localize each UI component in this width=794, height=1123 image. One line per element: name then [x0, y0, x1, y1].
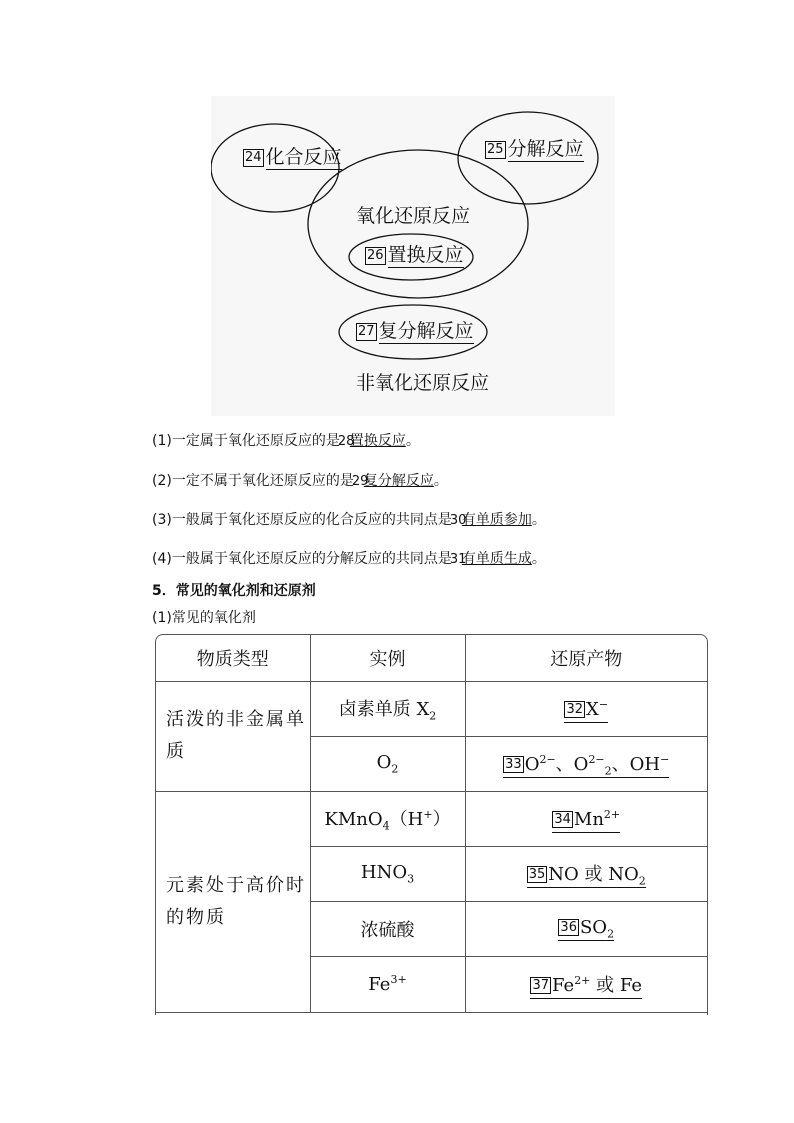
num-box-33: 33: [505, 756, 522, 772]
product-cell: 34 $Mn^{2+}$: [465, 791, 707, 846]
num-box-24: 24: [245, 150, 262, 165]
num-box-26: 26: [367, 248, 384, 263]
num-box-25: 25: [487, 142, 504, 157]
example-cell: $Fe^{3+}$: [310, 956, 465, 1012]
example-cell: $HNO_3$: [310, 846, 465, 901]
category-nonmetal: 活泼的非金属单质: [156, 681, 310, 791]
oxidant-table: [155, 634, 708, 1015]
product-cell: 36 $SO_2$: [465, 901, 707, 956]
question-3: (3)一般属于氧化还原反应的化合反应的共同点是 30 有单质参加。: [152, 512, 546, 528]
product-cell: 37 $Fe^{2+}$ 或 Fe: [465, 956, 707, 1012]
answer-text: 复分解反应: [363, 473, 434, 489]
question-1: (1)一定属于氧化还原反应的是 28 置换反应。: [152, 433, 420, 449]
combination-label: 24 化合反应: [245, 146, 342, 168]
answer-text: 有单质生成: [461, 551, 532, 567]
replacement-label: 26 置换反应: [367, 244, 464, 266]
subheading: (1)常见的氧化剂: [152, 610, 256, 626]
section-heading: 5．常见的氧化剂和还原剂: [152, 583, 316, 599]
table-row: [156, 791, 707, 846]
answer-text: 置换反应: [349, 433, 406, 449]
reaction-venn-diagram: [211, 96, 615, 416]
header-product: 还原产物: [465, 635, 707, 681]
table-row: [156, 681, 707, 736]
example-cell: 浓硫酸: [310, 901, 465, 956]
decomposition-label: 25 分解反应: [487, 138, 584, 160]
example-cell: 卤素单质 $X_2$: [310, 681, 465, 736]
double-decomposition-label: 27 复分解反应: [358, 320, 474, 342]
question-4: (4)一般属于氧化还原反应的分解反应的共同点是 31 有单质生成。: [152, 551, 546, 567]
category-high-valence: 元素处于高价时的物质: [156, 791, 310, 1012]
question-2: (2)一定不属于氧化还原反应的是 29 复分解反应。: [152, 473, 448, 489]
num-box-35: 35: [528, 866, 546, 882]
header-type: 物质类型: [156, 635, 310, 681]
num-box-36: 36: [560, 919, 577, 935]
num-box-32: 32: [566, 701, 583, 717]
example-cell: $O_2$: [310, 736, 465, 791]
example-cell: KMnO$_4$（H+）: [310, 791, 465, 846]
answer-text: 有单质参加: [461, 512, 532, 528]
product-cell: 32 X−: [465, 681, 707, 736]
product-cell: 35 NO 或 $NO_2$: [465, 846, 707, 901]
num-box-27: 27: [358, 324, 375, 339]
num-box-37: 37: [532, 978, 550, 993]
header-example: 实例: [310, 635, 465, 681]
num-box-34: 34: [554, 811, 571, 827]
table-header-row: [156, 635, 707, 681]
non-redox-label: 非氧化还原反应: [356, 372, 490, 394]
product-cell: 33 $O^{2-}$、$O^{2-}_2$、OH−: [465, 736, 707, 791]
redox-label: 氧化还原反应: [356, 205, 471, 227]
